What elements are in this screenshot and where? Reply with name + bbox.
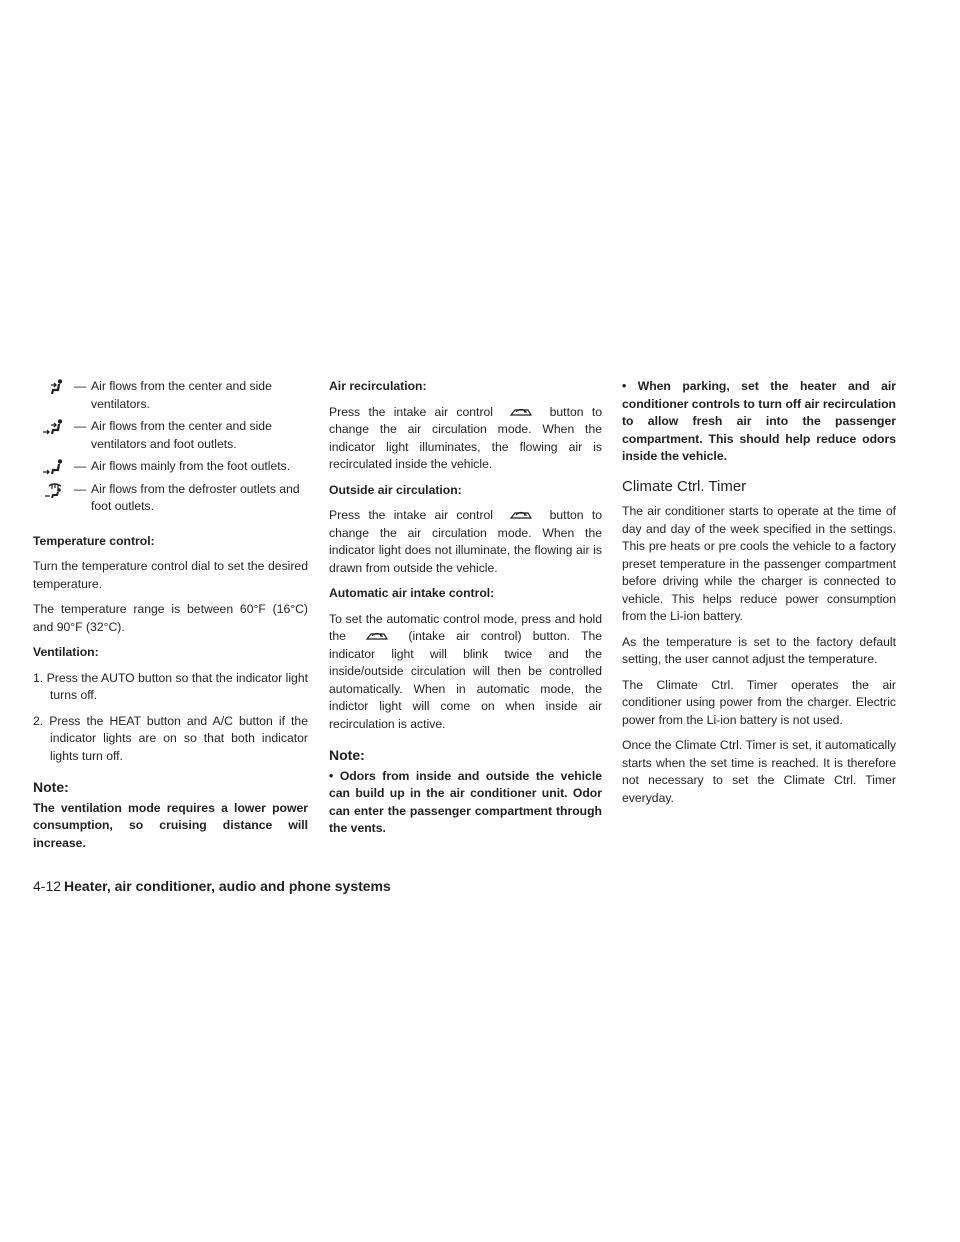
list-item: 1. Press the AUTO button so that the indicator light turns off.	[33, 670, 308, 702]
ventilation-heading: Ventilation:	[33, 645, 99, 659]
section-heading: Climate Ctrl. Timer	[622, 477, 747, 495]
mode-row: — Air flows from the center and side ventilators.	[33, 378, 308, 413]
column-3	[622, 378, 896, 815]
paragraph: Turn the temperature control dial to set the desired temperature.	[33, 559, 308, 591]
mode-text: Air flows from the defroster outlets and foot outlets.	[91, 481, 300, 513]
intake-air-icon	[501, 509, 541, 521]
foot-vent-icon	[41, 459, 67, 475]
paragraph: Press the intake air control button to change the air circulation mode. When the indicator light illuminates, the flowing air is recirculated inside the vehicle.	[329, 404, 602, 471]
bi-level-vent-icon	[41, 419, 67, 435]
list-item: 2. Press the HEAT button and A/C button if the indicator lights are on so that both indicator lights turn off.	[33, 713, 308, 763]
paragraph: Press the intake air control button to change the air circulation mode. When the indicator light does not illuminate, the flowing air is drawn from outside the vehicle.	[329, 508, 602, 575]
paragraph: The air conditioner starts to operate at the time of day and day of the week specified in the settings. This pre heats or pre cools the vehicle to a factory preset temperature in the passenger compartment before driving while the charger is connected to vehicle. This helps reduce power consumption from the Li-ion battery.	[622, 504, 896, 623]
note-heading: Note:	[329, 747, 365, 763]
outside-air-heading: Outside air circulation:	[329, 482, 462, 497]
mode-text: Air flows from the center and side ventilators and foot outlets.	[91, 419, 272, 451]
column-1	[33, 378, 308, 852]
note-heading: Note:	[33, 779, 69, 795]
mode-row: — Air flows from the defroster outlets and foot outlets.	[33, 481, 308, 516]
note-bullet: • Odors from inside and outside the vehicle can build up in the air conditioner unit. Odor can enter the passenger compartment through the vents.	[329, 768, 602, 835]
defrost-foot-icon	[41, 482, 67, 498]
footer-title: Heater, air conditioner, audio and phone systems	[64, 878, 391, 894]
paragraph: As the temperature is set to the factory default setting, the user cannot adjust the temperature.	[622, 634, 896, 666]
page-footer	[33, 878, 391, 894]
auto-intake-heading: Automatic air intake control:	[329, 586, 495, 600]
mode-text: Air flows mainly from the foot outlets.	[91, 459, 291, 473]
paragraph: Once the Climate Ctrl. Timer is set, it automatically starts when the set time is reached. It is therefore not necessary to set the Climate Ctrl. Timer everyday.	[622, 738, 896, 805]
paragraph: To set the automatic control mode, press and hold the (intake air control) button. The indicator light will blink twice and the inside/outside circulation will then be controlled automatically. When in automatic mode, the indictor light will come on when inside air recirculation is active.	[329, 611, 603, 731]
mode-row: — Air flows from the center and side ventilators and foot outlets.	[33, 418, 308, 453]
recirculation-heading: Air recirculation:	[329, 379, 427, 393]
page-number: 4-12	[33, 878, 62, 894]
note-body: The ventilation mode requires a lower power consumption, so cruising distance will increase.	[33, 800, 308, 850]
face-vent-icon	[41, 379, 67, 395]
paragraph: The Climate Ctrl. Timer operates the air conditioner using power from the charger. Electric power from the Li-ion battery is not used.	[622, 677, 896, 727]
intake-air-icon	[357, 630, 397, 642]
paragraph: The temperature range is between 60°F (16°C) and 90°F (32°C).	[33, 602, 308, 634]
intake-air-icon	[501, 406, 541, 418]
temperature-heading: Temperature control:	[33, 533, 155, 548]
note-bullet: • When parking, set the heater and air conditioner controls to turn off air recirculation to allow fresh air into the passenger compartment. This should help reduce odors inside the vehicle.	[622, 379, 896, 463]
mode-text: Air flows from the center and side ventilators.	[91, 379, 272, 411]
column-2	[329, 378, 602, 848]
mode-row: — Air flows mainly from the foot outlets.	[33, 458, 308, 476]
